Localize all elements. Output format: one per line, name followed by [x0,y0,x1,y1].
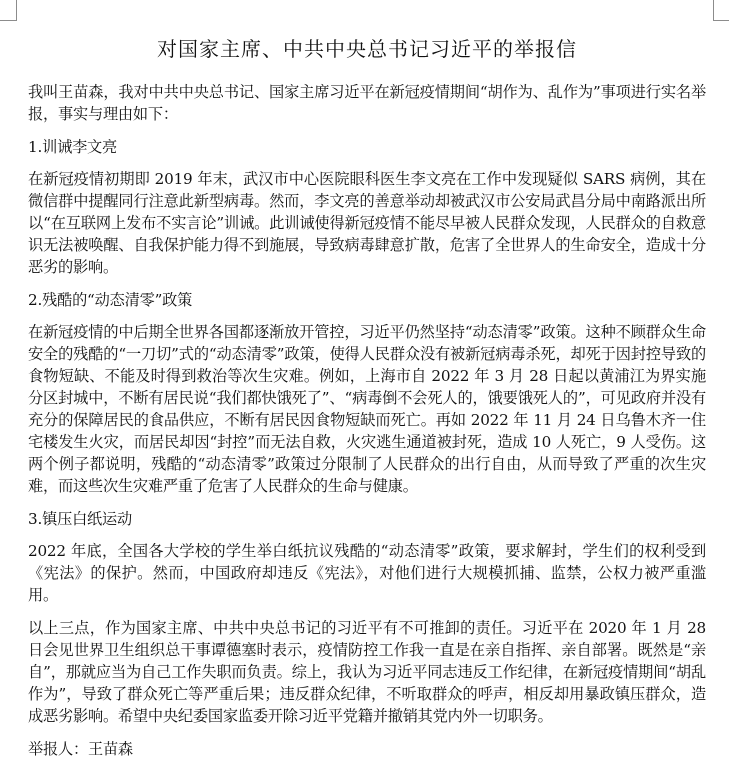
document-title: 对国家主席、中共中央总书记习近平的举报信 [157,37,577,61]
section-heading: 3.镇压白纸运动 [28,510,133,528]
section-paragraph: 在新冠疫情初期即 2019 年末，武汉市中心医院眼科医生李文亮在工作中发现疑似 SARS 病例，其在微信群中提醒同行注意此新型病毒。然而，李文亮的善意举动却被武汉市公安局武昌分局中南路派出所以“在互联网上发布不实言论”训诫。此训诫使得新冠疫情不能尽早被人民群众发现，人民群众的自救意识无法被唤醒、自我保护能力得不到施展，导致病毒肆意扩散，危害了全世界人的生命安全，造成十分恶劣的影响。 [28,170,706,276]
section-heading: 1.训诫李文亮 [28,138,118,156]
page-corner-mark-right [713,0,729,21]
section-heading: 2.残酷的“动态清零”政策 [28,291,193,309]
section-paragraph: 在新冠疫情的中后期全世界各国都逐渐放开管控，习近平仍然坚持“动态清零”政策。这种不顾群众生命安全的残酷的“一刀切”式的“动态清零”政策，使得人民群众没有被新冠病毒杀死，却死于因封控导致的食物短缺、不能及时得到救治等次生灾难。例如，上海市自 2022 年 3 月 28 日起以黄浦江为界实施分区封城中，不断有居民说“我们都快饿死了”、“病毒倒不会死人的，饿要饿死人的”，可见政府并没有充分的保障居民的食品供应，不断有居民因食物短缺而死亡。再如 2022 年 11 月 24 日乌鲁木齐一住宅楼发生火灾，而居民却因“封控”而无法自救，火灾逃生通道被封死，造成 10 人死亡，9 人受伤。这两个例子都说明，残酷的“动态清零”政策过分限制了人民群众的出行自由，从而导致了严重的次生灾难，而这些次生灾难严重了危害了人民群众的生命与健康。 [28,323,706,495]
section-paragraph: 2022 年底，全国各大学校的学生举白纸抗议残酷的“动态清零”政策，要求解封，学生们的权利受到《宪法》的保护。然而，中国政府却违反《宪法》，对他们进行大规模抓捕、监禁，公权力被严重滥用。 [28,542,706,604]
page-corner-mark-left [0,0,17,21]
document-body[interactable] [28,36,706,771]
conclusion-paragraph: 以上三点，作为国家主席、中共中央总书记的习近平有不可推卸的责任。习近平在 2020 年 1 月 28 日会见世界卫生组织总干事谭德塞时表示，疫情防控工作我一直是在亲自指挥、亲自部署。既然是“亲自”，那就应当为自己工作失职而负责。综上，我认为习近平同志违反工作纪律，在新冠疫情期间“胡乱作为”，导致了群众死亡等严重后果；违反群众纪律，不听取群众的呼声，相反却用暴政镇压群众，造成恶劣影响。希望中央纪委国家监委开除习近平党籍并撤销其党内外一切职务。 [28,619,706,725]
intro-paragraph: 我叫王苗森，我对中共中央总书记、国家主席习近平在新冠疫情期间“胡作为、乱作为”事项进行实名举报，事实与理由如下： [28,83,706,123]
signature-line: 举报人：王苗森 [28,740,133,758]
